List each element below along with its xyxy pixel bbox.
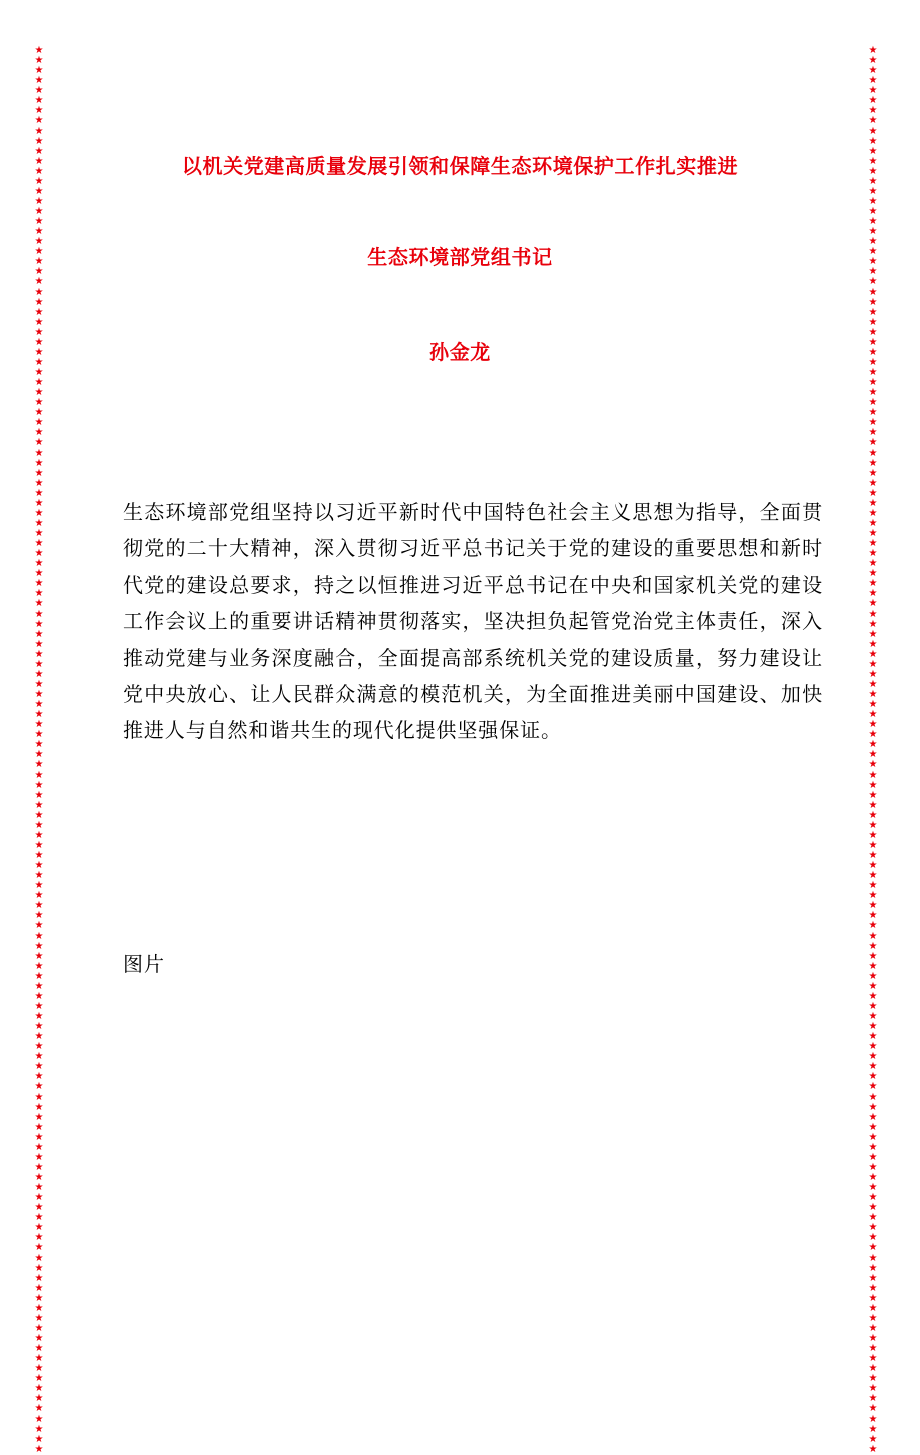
right-star-border: ★★★★★★★★★★★★★★★★★★★★★★★★★★★★★★★★★★★★★★★★★★★★★★★★★★★★★★★★★★★★★★★★★★★★★★★★★★★★★★★★★★★★★★★★★★★★★★★★★★★★★★★★★★★★★★★★★★★★★★★★★★★★★★★★★★★★★★★★★★★★ (868, 45, 878, 1455)
left-star-border: ★★★★★★★★★★★★★★★★★★★★★★★★★★★★★★★★★★★★★★★★★★★★★★★★★★★★★★★★★★★★★★★★★★★★★★★★★★★★★★★★★★★★★★★★★★★★★★★★★★★★★★★★★★★★★★★★★★★★★★★★★★★★★★★★★★★★★★★★★★★★ (34, 45, 44, 1455)
body-paragraph: 生态环境部党组坚持以习近平新时代中国特色社会主义思想为指导，全面贯彻党的二十大精神，深入贯彻习近平总书记关于党的建设的重要思想和新时代党的建设总要求，持之以恒推进习近平总书记在中央和国家机关党的建设工作会议上的重要讲话精神贯彻落实，坚决担负起管党治党主体责任，深入推动党建与业务深度融合，全面提高部系统机关党的建设质量，努力建设让党中央放心、让人民群众满意的模范机关，为全面推进美丽中国建设、加快推进人与自然和谐共生的现代化提供坚强保证。 (123, 500, 823, 743)
author-organization: 生态环境部党组书记 (367, 245, 553, 269)
document-title: 以机关党建高质量发展引领和保障生态环境保护工作扎实推进 (181, 154, 739, 178)
author-name: 孙金龙 (429, 340, 491, 364)
image-caption: 图片 (123, 952, 165, 976)
